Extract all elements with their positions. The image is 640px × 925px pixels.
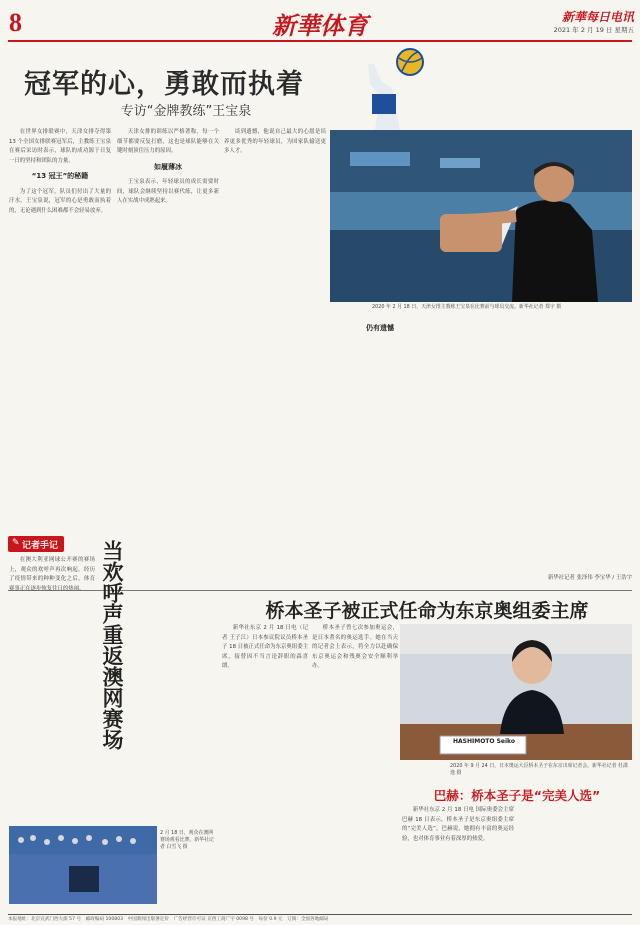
side-headline: 巴赫：桥本圣子是“完美人选” [433,788,601,803]
side-column-2 [520,806,632,914]
reporter-paragraph: 在澳大利亚网球公开赛的赛场上，观众的欢呼声再次响起。经历了疫情带来的种种变化之后，体育赛事正在逐步恢复往日的热闹。 [9,557,95,592]
feature-column-2 [117,128,219,583]
section-head: “13 冠王”的秘籍 [31,172,89,180]
section-title: 新華体育 [272,11,368,40]
news-column-1 [222,624,308,914]
feature-headline: 冠军的心，勇敢而执着 [24,69,304,100]
feature-paragraph: 王宝泉表示，年轻球员的成长需要时间，球队会继续坚持以赛代练，让更多新人在实战中成熟起来。 [117,179,219,204]
feature-paragraph: 为了这个冠军，队员们付出了大量的汗水。王宝泉说，冠军的心是勇敢而执着的，无论遇到什么困难都不会轻易放弃。 [9,188,111,214]
masthead [0,0,640,46]
paper-name: 新華每日电讯 [561,10,634,24]
coach-photo [330,130,632,302]
feature-paragraph: 天津女排的训练以严格著称，每一个细节都要反复打磨，这也是球队能够在关键时刻顶住压力的原因。 [117,129,219,154]
section-head: 仍有遗憾 [366,324,394,332]
feature-subhead: 专访“金牌教练”王宝泉 [120,104,252,119]
feature-column-5 [434,318,530,583]
side-paragraph: 新华社东京 2 月 18 日电 国际奥委会主席巴赫 18 日表示，桥本圣子是东京奥组委主席的“完美人选”。巴赫说，她拥有丰富的奥运经验，也对体育事业有着深厚的热爱。 [402,807,514,842]
news-paragraph: 桥本圣子曾七次参加奥运会，是日本著名的奥运选手。她在当天的记者会上表示，将全力以赴确保东京奥运会和残奥会安全顺利举办。 [312,625,398,669]
feature-column-6 [536,318,632,583]
reporter-column-text-2 [128,556,214,824]
feature-byline: 新华社记者 张泽伟 李宝华 / 王浩宇 [547,574,632,581]
news-column-2 [312,624,398,914]
feature-column-1 [9,128,111,583]
reporter-column-text [9,556,95,824]
hashimoto-photo [400,624,632,760]
side-column-1 [402,806,514,914]
news-paragraph: 新华社东京 2 月 18 日电（记者 王子江）日本参议院议员桥本圣子 18 日被正式任命为东京奥组委主席，接替因不当言论辞职的森喜朗。 [222,625,308,669]
page-number: 8 [9,8,22,37]
footer-rule [8,914,632,915]
masthead-rule [8,40,632,42]
reporter-headline: 当欢呼声重返澳网赛场 [100,540,124,750]
news-photo-caption: 2020 年 9 月 24 日，日本奥运大臣桥本圣子在东京出席记者会。新华社记者 杜潇逸 摄 [450,763,628,776]
section-head: 如履薄冰 [154,162,182,171]
date-line: 2021 年 2 月 19 日 星期五 [553,26,634,34]
feature-photo-caption: 2020 年 2 月 18 日，天津女排主教练王宝泉在比赛前与球员交流。新华社记者 郑宇 摄 [372,304,562,310]
feature-paragraph: 在世界女排联赛中，天津女排夺得第 13 个全国女排联赛冠军后，主教练王宝泉在赛后采访时表示，球队的成功源于日复一日的坚持和团队的力量。 [9,129,111,164]
feature-column-3 [224,128,326,583]
footer-text: 本报地址：北京宣武门西大街 57 号 邮政编码 100803 中国新闻出版署定价 广告经营许可证 京西工商广字 0098 号 每份 0.9 元 订阅：全国各地邮局 [8,917,329,922]
nameplate-text: HASHIMOTO Seiko [453,738,515,745]
feature-column-4 [330,318,430,583]
tennis-photo [9,826,157,904]
notebook-icon: ✎ [12,538,20,548]
reporter-tag: ✎ 记者手记 [8,536,64,552]
tennis-photo-caption: 2 月 18 日，观众在澳网赛场观看比赛。新华社记者 白雪飞 摄 [160,830,214,850]
news-headline: 桥本圣子被正式任命为东京奥组委主席 [265,600,589,622]
feature-paragraph: 谈到遗憾，他说自己最大的心愿是培养更多优秀的年轻球员，为国家队输送更多人才。 [224,129,326,154]
volleyball-player-graphic [330,44,460,130]
